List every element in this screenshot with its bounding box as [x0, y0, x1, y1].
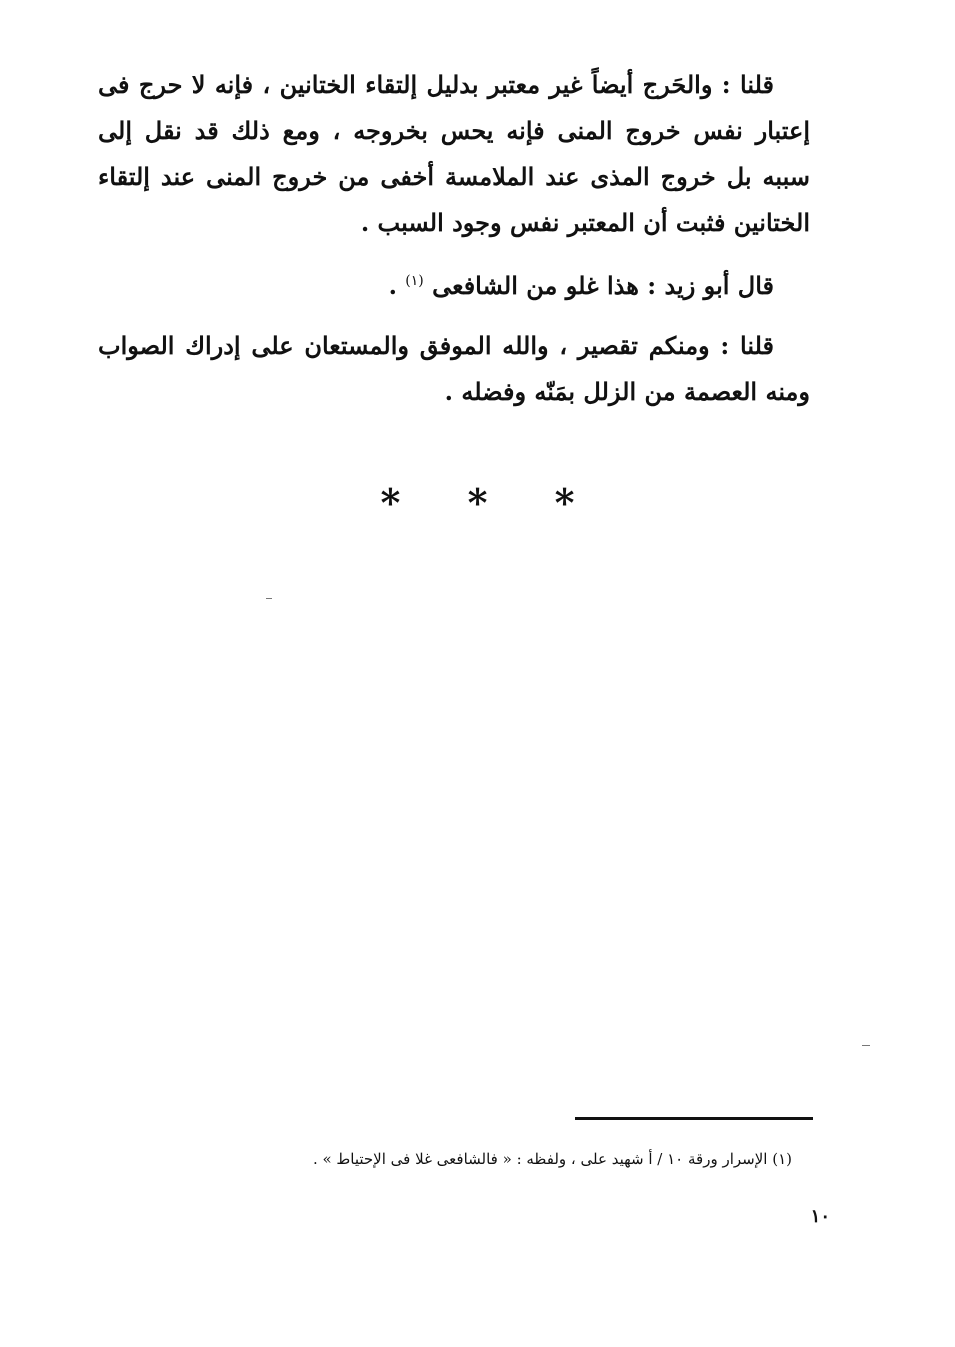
page-number: ١٠ — [810, 1206, 830, 1227]
paragraph-2-text: قال أبو زيد : هذا غلو من الشافعى — [432, 271, 774, 300]
paragraph-1: قلنا : والحَرج أيضاً غير معتبر بدليل إلتقاء الختانين ، فإنه لا حرج فى إعتبار نفس خروج المنى فإنه يحس بخروجه ، ومع ذلك قد نقل إلى سببه بل خروج المذى عند الملامسة أخفى من خروج المنى عند إلتقاء الختانين فثبت أن المعتبر نفس وجود السبب . — [98, 70, 811, 237]
asterisk-2: * — [467, 480, 488, 525]
footnote-marker: (١) — [405, 273, 424, 289]
paragraph-2 — [98, 258, 810, 309]
footnote: (١) الإسرار ورقة ١٠ / أ شهيد على ، ولفظه : « فالشافعى غلا فى الإحتياط » . — [312, 1150, 792, 1168]
asterisk-1: * — [554, 480, 575, 525]
scan-speck — [862, 1045, 870, 1046]
paragraph-2-ending: . — [388, 271, 406, 300]
asterisk-3: * — [380, 480, 401, 525]
footnote-rule — [575, 1117, 813, 1120]
scan-speck — [266, 598, 272, 599]
paragraph-3: قلنا : ومنكم تقصير ، والله الموفق والمستعان على إدراك الصواب ومنه العصمة من الزلل بمَنّه وفضله . — [98, 331, 810, 406]
main-text — [98, 62, 810, 427]
section-separator — [0, 480, 955, 525]
